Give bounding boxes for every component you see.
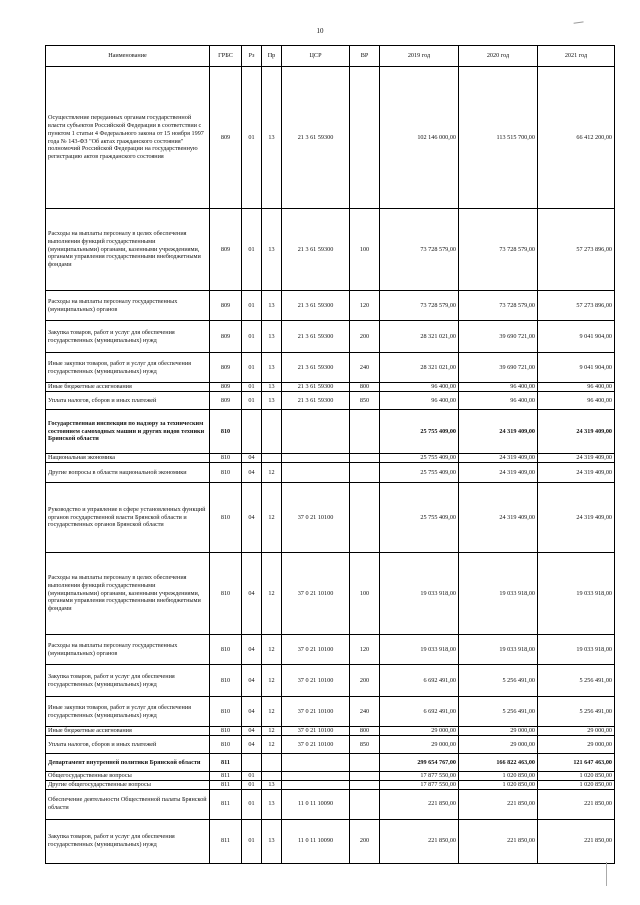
row-pr-cell: 13 (262, 209, 282, 291)
row-vr-cell (350, 410, 380, 454)
row-2019-cell: 29 000,00 (380, 736, 459, 754)
row-pr-cell: 12 (262, 736, 282, 754)
row-2021-cell: 24 319 409,00 (538, 410, 615, 454)
row-pr-cell: 13 (262, 819, 282, 863)
row-name-cell: Расходы на выплаты персоналу государственных (муниципальных) органов (46, 635, 210, 665)
row-vr-cell: 800 (350, 727, 380, 736)
row-rz-cell: 04 (242, 553, 262, 635)
row-name-cell: Иные бюджетные ассигнования (46, 383, 210, 392)
row-grbs-cell: 809 (210, 209, 242, 291)
row-vr-cell: 850 (350, 392, 380, 410)
row-csr-cell: 11 0 11 10090 (282, 819, 350, 863)
row-grbs-cell: 809 (210, 67, 242, 209)
row-rz-cell: 04 (242, 736, 262, 754)
table-row (46, 483, 615, 553)
row-rz-cell: 01 (242, 789, 262, 819)
row-vr-cell: 200 (350, 665, 380, 697)
row-vr-cell (350, 454, 380, 463)
table-row (46, 736, 615, 754)
row-name-cell: Уплата налогов, сборов и иных платежей (46, 392, 210, 410)
scan-mark (606, 862, 607, 886)
row-rz-cell: 01 (242, 392, 262, 410)
row-pr-cell: 12 (262, 483, 282, 553)
row-csr-cell (282, 463, 350, 483)
row-2020-cell: 5 256 491,00 (459, 697, 538, 727)
row-2019-cell: 17 877 550,00 (380, 772, 459, 781)
row-2019-cell: 17 877 550,00 (380, 780, 459, 789)
row-rz-cell: 01 (242, 780, 262, 789)
row-grbs-cell: 811 (210, 789, 242, 819)
row-2020-cell: 221 850,00 (459, 819, 538, 863)
row-name-cell: Другие общегосударственные вопросы (46, 780, 210, 789)
row-2021-cell: 24 319 409,00 (538, 463, 615, 483)
row-rz-cell: 04 (242, 454, 262, 463)
row-2020-cell: 73 728 579,00 (459, 209, 538, 291)
row-2021-cell: 29 000,00 (538, 727, 615, 736)
row-2021-cell: 24 319 409,00 (538, 454, 615, 463)
row-csr-cell: 37 0 21 10100 (282, 553, 350, 635)
row-csr-cell: 37 0 21 10100 (282, 697, 350, 727)
row-vr-cell (350, 463, 380, 483)
row-csr-cell: 11 0 11 10090 (282, 789, 350, 819)
table-row (46, 392, 615, 410)
table-row (46, 463, 615, 483)
row-2021-cell: 96 400,00 (538, 383, 615, 392)
row-vr-cell: 800 (350, 383, 380, 392)
row-pr-cell: 12 (262, 463, 282, 483)
row-pr-cell (262, 772, 282, 781)
row-rz-cell (242, 754, 262, 772)
budget-table (45, 45, 615, 864)
row-pr-cell: 13 (262, 353, 282, 383)
row-rz-cell: 04 (242, 697, 262, 727)
row-rz-cell: 04 (242, 635, 262, 665)
row-2021-cell: 221 850,00 (538, 819, 615, 863)
table-row (46, 353, 615, 383)
row-pr-cell (262, 754, 282, 772)
row-2019-cell: 221 850,00 (380, 789, 459, 819)
row-grbs-cell: 809 (210, 321, 242, 353)
row-2021-cell: 1 020 850,00 (538, 780, 615, 789)
row-2021-cell: 9 041 904,00 (538, 321, 615, 353)
row-2021-cell: 57 273 896,00 (538, 291, 615, 321)
row-grbs-cell: 810 (210, 727, 242, 736)
row-vr-cell (350, 789, 380, 819)
row-rz-cell: 01 (242, 383, 262, 392)
table-row (46, 754, 615, 772)
row-grbs-cell: 810 (210, 463, 242, 483)
column-header-rz: Рз (242, 46, 262, 67)
row-vr-cell: 240 (350, 353, 380, 383)
row-rz-cell: 04 (242, 665, 262, 697)
row-grbs-cell: 810 (210, 697, 242, 727)
table-row (46, 67, 615, 209)
row-rz-cell: 01 (242, 67, 262, 209)
row-2019-cell: 102 146 000,00 (380, 67, 459, 209)
row-grbs-cell: 809 (210, 353, 242, 383)
row-name-cell: Расходы на выплаты персоналу государственных (муниципальных) органов (46, 291, 210, 321)
row-2021-cell: 9 041 904,00 (538, 353, 615, 383)
table-row (46, 209, 615, 291)
row-rz-cell: 01 (242, 819, 262, 863)
row-2019-cell: 25 755 409,00 (380, 463, 459, 483)
row-grbs-cell: 810 (210, 553, 242, 635)
row-vr-cell (350, 483, 380, 553)
table-row (46, 780, 615, 789)
row-pr-cell: 13 (262, 789, 282, 819)
row-2020-cell: 19 033 918,00 (459, 553, 538, 635)
row-2021-cell: 19 033 918,00 (538, 635, 615, 665)
row-grbs-cell: 809 (210, 291, 242, 321)
table-row (46, 789, 615, 819)
row-2019-cell: 73 728 579,00 (380, 291, 459, 321)
row-grbs-cell: 811 (210, 819, 242, 863)
column-header-2020: 2020 год (459, 46, 538, 67)
row-rz-cell: 01 (242, 772, 262, 781)
row-2020-cell: 166 822 463,00 (459, 754, 538, 772)
row-2021-cell: 5 256 491,00 (538, 665, 615, 697)
row-csr-cell: 37 0 21 10100 (282, 483, 350, 553)
column-header-vr: ВР (350, 46, 380, 67)
row-grbs-cell: 810 (210, 736, 242, 754)
row-2021-cell: 121 647 463,00 (538, 754, 615, 772)
row-csr-cell: 37 0 21 10100 (282, 635, 350, 665)
row-2020-cell: 24 319 409,00 (459, 463, 538, 483)
row-2019-cell: 96 400,00 (380, 383, 459, 392)
row-name-cell: Уплата налогов, сборов и иных платежей (46, 736, 210, 754)
row-pr-cell: 13 (262, 392, 282, 410)
row-pr-cell (262, 410, 282, 454)
row-2021-cell: 24 319 409,00 (538, 483, 615, 553)
page-number: 10 (316, 27, 324, 35)
row-2020-cell: 24 319 409,00 (459, 410, 538, 454)
row-2019-cell: 19 033 918,00 (380, 635, 459, 665)
row-pr-cell: 12 (262, 635, 282, 665)
row-2019-cell: 73 728 579,00 (380, 209, 459, 291)
row-name-cell: Осуществление переданных органам государственной власти субъектов Российской Федерации в соответствии с пунктом 1 статьи 4 Федерального закона от 15 ноября 1997 года № 143-ФЗ "Об актах гражданского состояния" полномочий Российской Федерации на государственную регистрацию актов гражданского состояния (46, 67, 210, 209)
row-vr-cell: 850 (350, 736, 380, 754)
row-2020-cell: 96 400,00 (459, 383, 538, 392)
row-2019-cell: 6 692 491,00 (380, 665, 459, 697)
row-vr-cell: 200 (350, 819, 380, 863)
row-2019-cell: 19 033 918,00 (380, 553, 459, 635)
row-rz-cell: 04 (242, 463, 262, 483)
row-grbs-cell: 810 (210, 665, 242, 697)
row-vr-cell: 240 (350, 697, 380, 727)
column-header-grbs: ГРБС (210, 46, 242, 67)
table-row (46, 727, 615, 736)
row-name-cell: Департамент внутренней политики Брянской области (46, 754, 210, 772)
row-2021-cell: 96 400,00 (538, 392, 615, 410)
row-grbs-cell: 810 (210, 635, 242, 665)
row-csr-cell: 21 3 61 59300 (282, 321, 350, 353)
row-rz-cell: 01 (242, 291, 262, 321)
column-header-name: Наименование (46, 46, 210, 67)
row-2020-cell: 29 000,00 (459, 736, 538, 754)
row-name-cell: Иные бюджетные ассигнования (46, 727, 210, 736)
row-grbs-cell: 810 (210, 483, 242, 553)
row-pr-cell: 13 (262, 291, 282, 321)
table-row (46, 553, 615, 635)
row-vr-cell (350, 754, 380, 772)
row-2019-cell: 96 400,00 (380, 392, 459, 410)
row-rz-cell (242, 410, 262, 454)
row-name-cell: Расходы на выплаты персоналу в целях обеспечения выполнения функций государственными (муниципальными) органами, казенными учреждениями, органами управления государственными внебюджетными фондами (46, 553, 210, 635)
table-row (46, 665, 615, 697)
row-2020-cell: 39 690 721,00 (459, 353, 538, 383)
row-pr-cell: 13 (262, 383, 282, 392)
row-name-cell: Общегосударственные вопросы (46, 772, 210, 781)
row-csr-cell: 21 3 61 59300 (282, 67, 350, 209)
table-header-row (46, 46, 615, 67)
row-2021-cell: 5 256 491,00 (538, 697, 615, 727)
row-2020-cell: 39 690 721,00 (459, 321, 538, 353)
row-vr-cell: 200 (350, 321, 380, 353)
row-name-cell: Национальная экономика (46, 454, 210, 463)
row-2020-cell: 221 850,00 (459, 789, 538, 819)
row-rz-cell: 01 (242, 353, 262, 383)
column-header-2019: 2019 год (380, 46, 459, 67)
row-pr-cell: 13 (262, 321, 282, 353)
row-csr-cell: 37 0 21 10100 (282, 665, 350, 697)
row-vr-cell: 120 (350, 635, 380, 665)
row-grbs-cell: 810 (210, 454, 242, 463)
row-name-cell: Обеспечение деятельности Общественной палаты Брянской области (46, 789, 210, 819)
row-csr-cell (282, 754, 350, 772)
row-grbs-cell: 809 (210, 383, 242, 392)
row-name-cell: Закупка товаров, работ и услуг для обеспечения государственных (муниципальных) нужд (46, 665, 210, 697)
row-2019-cell: 25 755 409,00 (380, 454, 459, 463)
row-grbs-cell: 811 (210, 780, 242, 789)
row-2019-cell: 299 654 767,00 (380, 754, 459, 772)
row-pr-cell: 13 (262, 780, 282, 789)
row-vr-cell (350, 772, 380, 781)
row-2021-cell: 221 850,00 (538, 789, 615, 819)
column-header-pr: Пр (262, 46, 282, 67)
row-pr-cell: 12 (262, 665, 282, 697)
row-2019-cell: 25 755 409,00 (380, 483, 459, 553)
row-pr-cell: 12 (262, 697, 282, 727)
row-2021-cell: 19 033 918,00 (538, 553, 615, 635)
row-2020-cell: 73 728 579,00 (459, 291, 538, 321)
row-grbs-cell: 809 (210, 392, 242, 410)
row-csr-cell: 21 3 61 59300 (282, 353, 350, 383)
row-pr-cell: 12 (262, 553, 282, 635)
row-2021-cell: 29 000,00 (538, 736, 615, 754)
row-2021-cell: 1 020 850,00 (538, 772, 615, 781)
row-rz-cell: 01 (242, 321, 262, 353)
row-csr-cell: 37 0 21 10100 (282, 727, 350, 736)
row-2019-cell: 25 755 409,00 (380, 410, 459, 454)
row-vr-cell (350, 67, 380, 209)
row-name-cell: Иные закупки товаров, работ и услуг для обеспечения государственных (муниципальных) нужд (46, 697, 210, 727)
row-2020-cell: 24 319 409,00 (459, 454, 538, 463)
row-rz-cell: 01 (242, 209, 262, 291)
row-name-cell: Расходы на выплаты персоналу в целях обеспечения выполнения функций государственными (муниципальными) органами, казенными учреждениями, органами управления государственными внебюджетными фондами (46, 209, 210, 291)
row-name-cell: Закупка товаров, работ и услуг для обеспечения государственных (муниципальных) нужд (46, 321, 210, 353)
table-row (46, 410, 615, 454)
row-2020-cell: 19 033 918,00 (459, 635, 538, 665)
row-name-cell: Закупка товаров, работ и услуг для обеспечения государственных (муниципальных) нужд (46, 819, 210, 863)
row-2019-cell: 28 321 021,00 (380, 353, 459, 383)
row-name-cell: Государственная инспекция по надзору за техническим состоянием самоходных машин и других видов техники Брянской области (46, 410, 210, 454)
row-name-cell: Руководство и управление в сфере установленных функций органов государственной власти Брянской области и государственных органов Брянской области (46, 483, 210, 553)
row-vr-cell (350, 780, 380, 789)
row-2019-cell: 221 850,00 (380, 819, 459, 863)
row-vr-cell: 100 (350, 209, 380, 291)
row-2021-cell: 66 412 200,00 (538, 67, 615, 209)
row-pr-cell: 12 (262, 727, 282, 736)
row-pr-cell (262, 454, 282, 463)
row-name-cell: Иные закупки товаров, работ и услуг для обеспечения государственных (муниципальных) нужд (46, 353, 210, 383)
table-row (46, 291, 615, 321)
row-csr-cell: 21 3 61 59300 (282, 291, 350, 321)
table-row (46, 321, 615, 353)
row-2020-cell: 1 020 850,00 (459, 780, 538, 789)
row-csr-cell: 37 0 21 10100 (282, 736, 350, 754)
row-csr-cell: 21 3 61 59300 (282, 383, 350, 392)
table-row (46, 772, 615, 781)
row-vr-cell: 100 (350, 553, 380, 635)
row-2020-cell: 96 400,00 (459, 392, 538, 410)
table-row (46, 383, 615, 392)
table-row (46, 635, 615, 665)
row-csr-cell (282, 410, 350, 454)
table-row (46, 454, 615, 463)
column-header-2021: 2021 год (538, 46, 615, 67)
row-grbs-cell: 811 (210, 754, 242, 772)
row-2020-cell: 24 319 409,00 (459, 483, 538, 553)
table-body (46, 67, 615, 864)
row-2019-cell: 28 321 021,00 (380, 321, 459, 353)
row-rz-cell: 04 (242, 727, 262, 736)
row-csr-cell (282, 454, 350, 463)
row-2020-cell: 5 256 491,00 (459, 665, 538, 697)
table-row (46, 697, 615, 727)
column-header-csr: ЦСР (282, 46, 350, 67)
row-2019-cell: 29 000,00 (380, 727, 459, 736)
row-pr-cell: 13 (262, 67, 282, 209)
row-2019-cell: 6 692 491,00 (380, 697, 459, 727)
row-csr-cell: 21 3 61 59300 (282, 392, 350, 410)
row-vr-cell: 120 (350, 291, 380, 321)
row-2020-cell: 113 515 700,00 (459, 67, 538, 209)
row-csr-cell (282, 772, 350, 781)
table-row (46, 819, 615, 863)
row-2020-cell: 1 020 850,00 (459, 772, 538, 781)
row-grbs-cell: 811 (210, 772, 242, 781)
row-2021-cell: 57 273 896,00 (538, 209, 615, 291)
row-csr-cell: 21 3 61 59300 (282, 209, 350, 291)
row-name-cell: Другие вопросы в области национальной экономики (46, 463, 210, 483)
row-grbs-cell: 810 (210, 410, 242, 454)
row-2020-cell: 29 000,00 (459, 727, 538, 736)
row-csr-cell (282, 780, 350, 789)
row-rz-cell: 04 (242, 483, 262, 553)
